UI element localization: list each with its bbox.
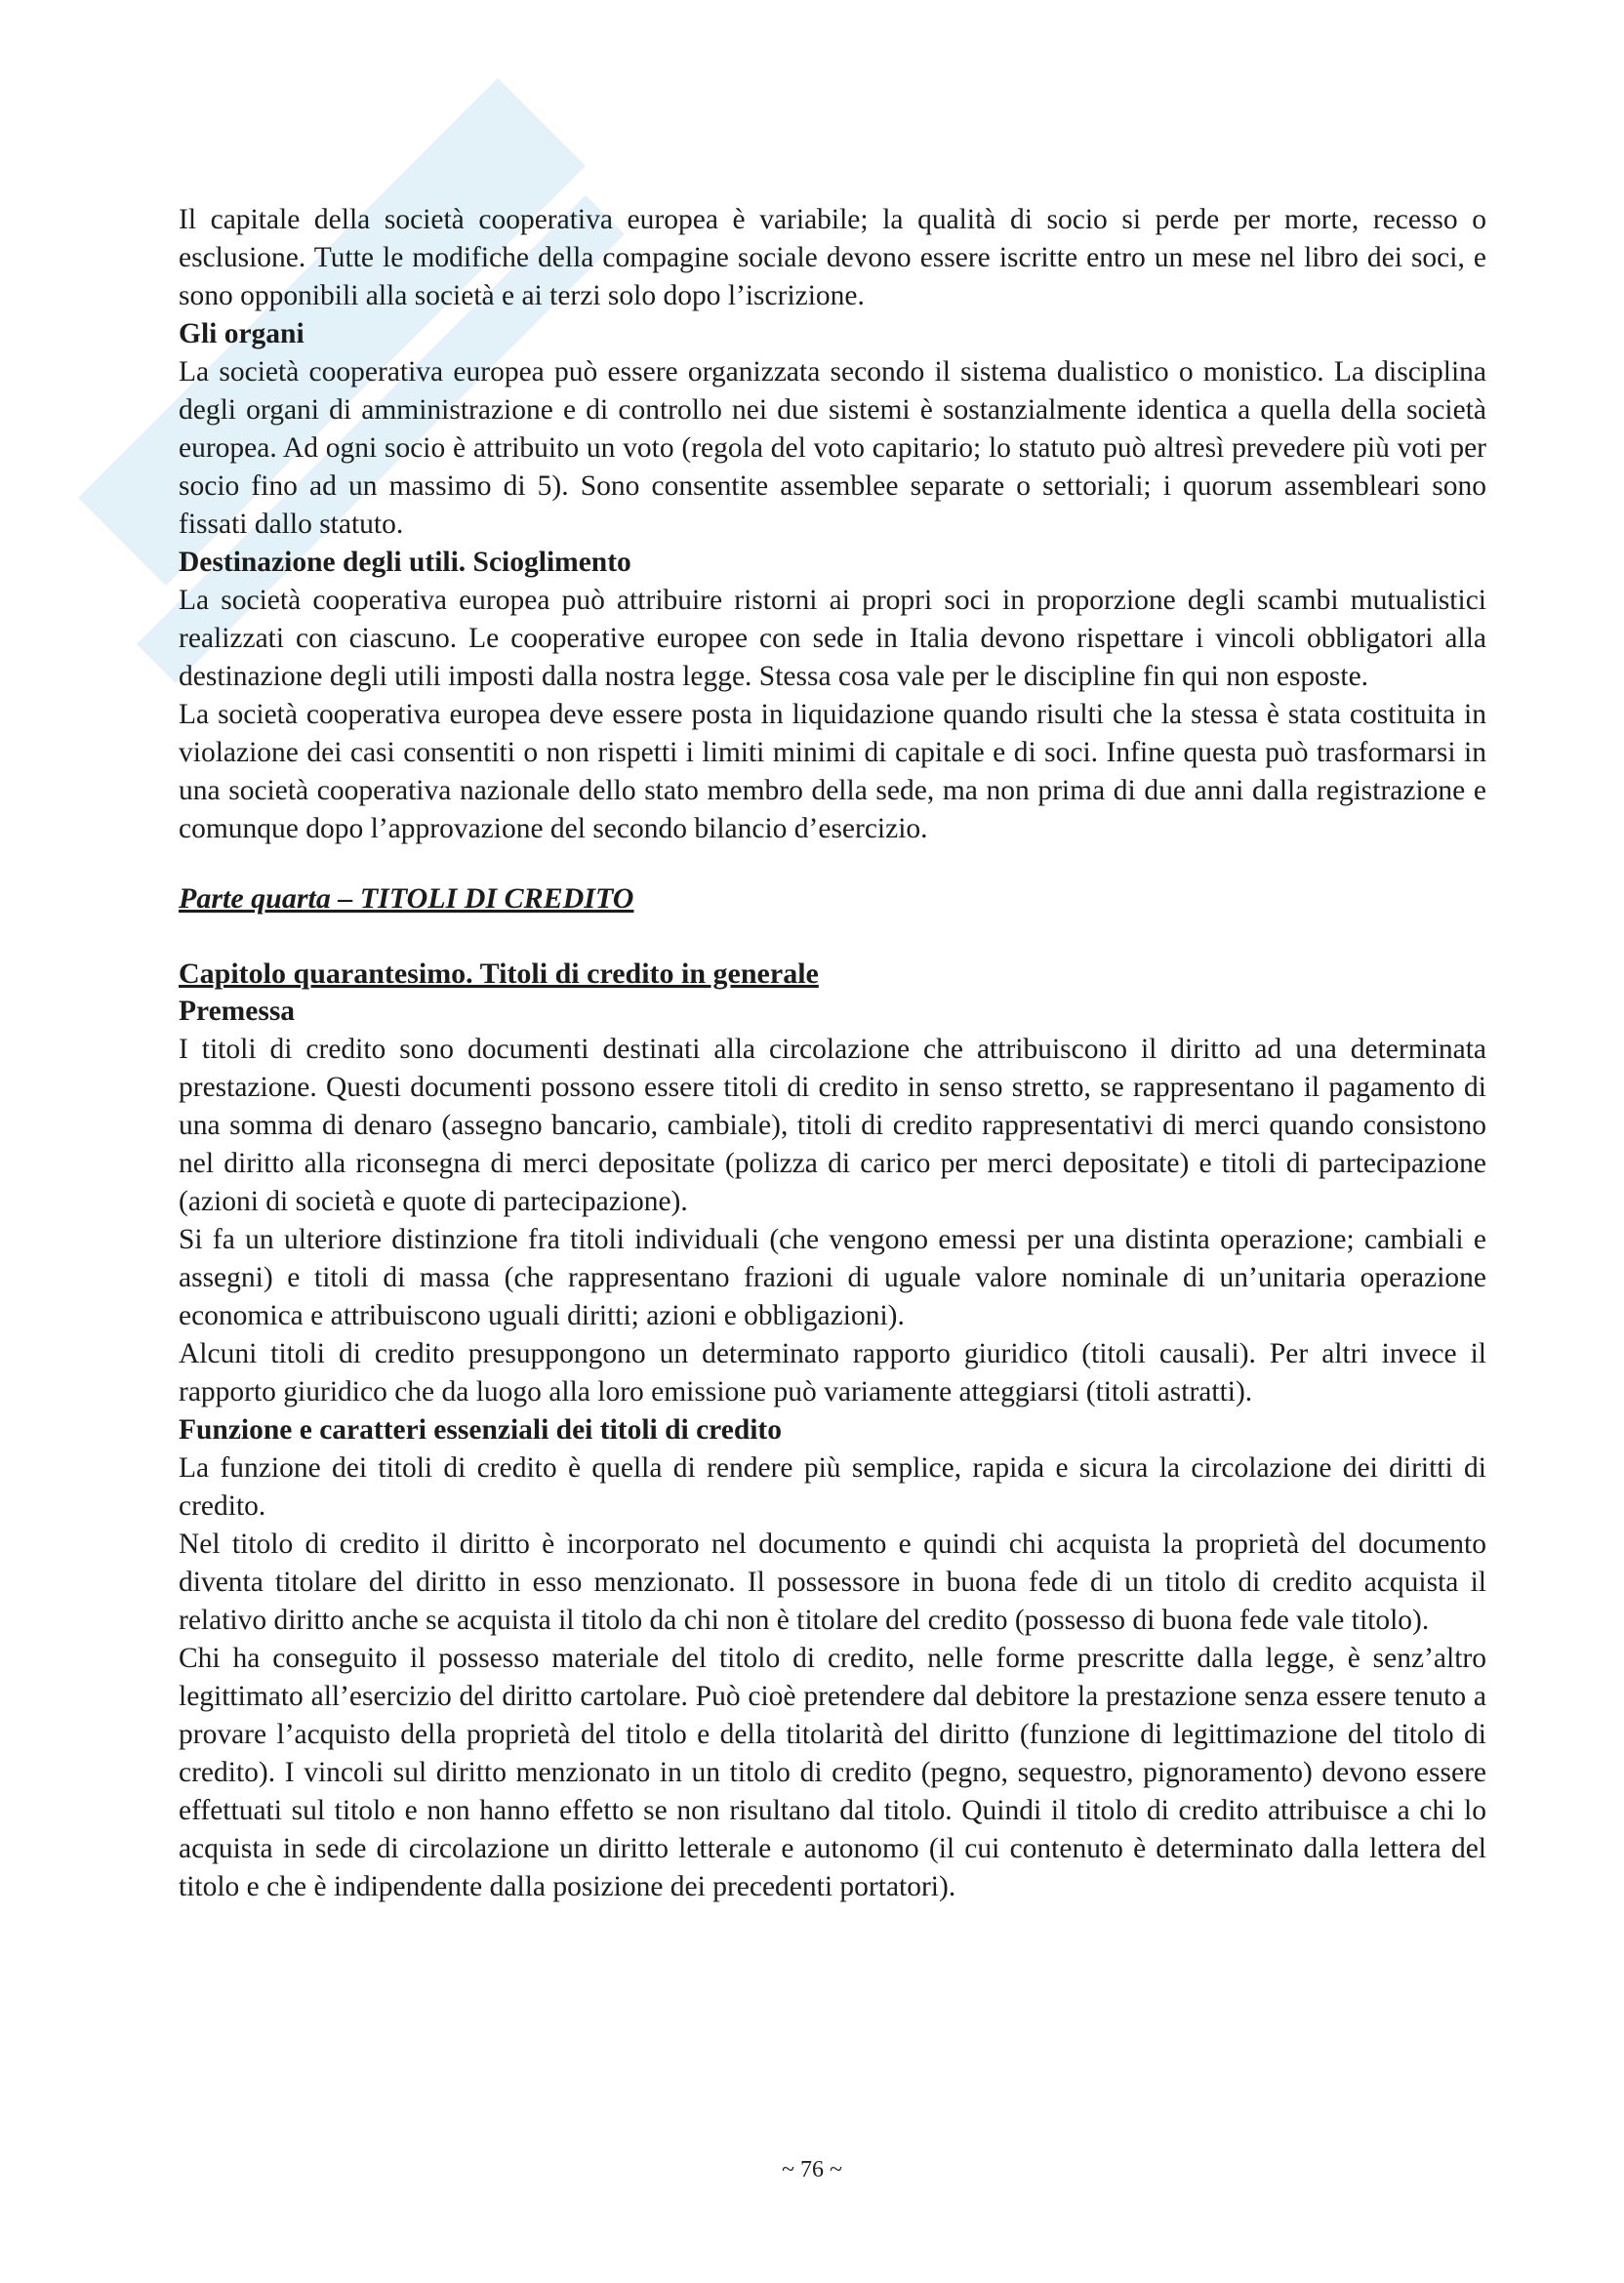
funzione-paragraph-1: La funzione dei titoli di credito è quella di rendere più semplice, rapida e sicura la circolazione dei diritti di credito. [179, 1452, 1486, 1522]
premessa-paragraph-1: I titoli di credito sono documenti destinati alla circolazione che attribuiscono il diritto ad una determinata prestazione. Questi documenti possono essere titoli di credito in senso stretto, se rappresentano il pagamento di una somma di denaro (assegno bancario, cambiale), titoli di credito rappresentativi di merci quando consistono nel diritto alla riconsegna di merci depositate (polizza di carico per merci depositate) e titoli di partecipazione (azioni di società e quote di partecipazione). [179, 1034, 1486, 1217]
page-number: ~ 76 ~ [782, 2157, 842, 2182]
organi-paragraph: La società cooperativa europea può essere organizzata secondo il sistema dualistico o monistico. La disciplina degli organi di amministrazione e di controllo nei due sistemi è sostanzialmente identica a quella della società europea. Ad ogni socio è attribuito un voto (regola del voto capitario; lo statuto può altresì prevedere più voti per socio fino ad un massimo di 5). Sono consentite assemblee separate o settoriali; i quorum assembleari sono fissati dallo statuto. [179, 356, 1486, 540]
intro-paragraph: Il capitale della società cooperativa europea è variabile; la qualità di socio si perde per morte, recesso o esclusione. Tutte le modifiche della compagine sociale devono essere iscritte entro un mese nel libro dei soci, e sono opponibili alla società e ai terzi solo dopo l’iscrizione. [179, 204, 1486, 311]
document-body [179, 201, 1486, 1906]
section-heading-premessa: Premessa [179, 996, 296, 1027]
funzione-paragraph-2: Nel titolo di credito il diritto è incorporato nel documento e quindi chi acquista la proprietà del documento diventa titolare del diritto in esso menzionato. Il possessore in buona fede di un titolo di credito acquista il relativo diritto anche se acquista il titolo da chi non è titolare del credito (possesso di buona fede vale titolo). [179, 1529, 1486, 1636]
section-heading-funzione: Funzione e caratteri essenziali dei titoli di credito [179, 1414, 783, 1446]
section-heading-utili: Destinazione degli utili. Scioglimento [179, 547, 631, 578]
utili-paragraph-1: La società cooperativa europea può attribuire ristorni ai propri soci in proporzione degli scambi mutualistici realizzati con ciascuno. Le cooperative europee con sede in Italia devono rispettare i vincoli obbligatori alla destinazione degli utili imposti dalla nostra legge. Stessa cosa vale per le discipline fin qui non esposte. [179, 585, 1486, 692]
premessa-paragraph-2: Si fa un ulteriore distinzione fra titoli individuali (che vengono emessi per una distinta operazione; cambiali e assegni) e titoli di massa (che rappresentano frazioni di uguale valore nominale di un’unitaria operazione economica e attribuiscono uguali diritti; azioni e obbligazioni). [179, 1224, 1486, 1331]
funzione-paragraph-3: Chi ha conseguito il possesso materiale del titolo di credito, nelle forme prescritte dalla legge, è senz’altro legittimato all’esercizio del diritto cartolare. Può cioè pretendere dal debitore la prestazione senza essere tenuto a provare l’acquisto della proprietà del titolo e della titolarità del diritto (funzione di legittimazione del titolo di credito). I vincoli sul diritto menzionato in un titolo di credito (pegno, sequestro, pignoramento) devono essere effettuati sul titolo e non hanno effetto se non risultano dal titolo. Quindi il titolo di credito attribuisce a chi lo acquista in sede di circolazione un diritto letterale e autonomo (il cui contenuto è determinato dalla lettera del titolo e che è indipendente dalla posizione dei precedenti portatori). [179, 1643, 1486, 1902]
section-heading-organi: Gli organi [179, 318, 304, 349]
premessa-paragraph-3: Alcuni titoli di credito presuppongono un determinato rapporto giuridico (titoli causali). Per altri invece il rapporto giuridico che da luogo alla loro emissione può variamente atteggiarsi (titoli astratti). [179, 1338, 1486, 1407]
chapter-title: Capitolo quarantesimo. Titoli di credito in generale [179, 958, 819, 990]
part-title: Parte quarta – TITOLI DI CREDITO [179, 882, 634, 915]
utili-paragraph-2: La società cooperativa europea deve essere posta in liquidazione quando risulti che la stessa è stata costituita in violazione dei casi consentiti o non rispetti i limiti minimi di capitale e di soci. Infine questa può trasformarsi in una società cooperativa nazionale dello stato membro della sede, ma non prima di due anni dalla registrazione e comunque dopo l’approvazione del secondo bilancio d’esercizio. [179, 699, 1486, 844]
